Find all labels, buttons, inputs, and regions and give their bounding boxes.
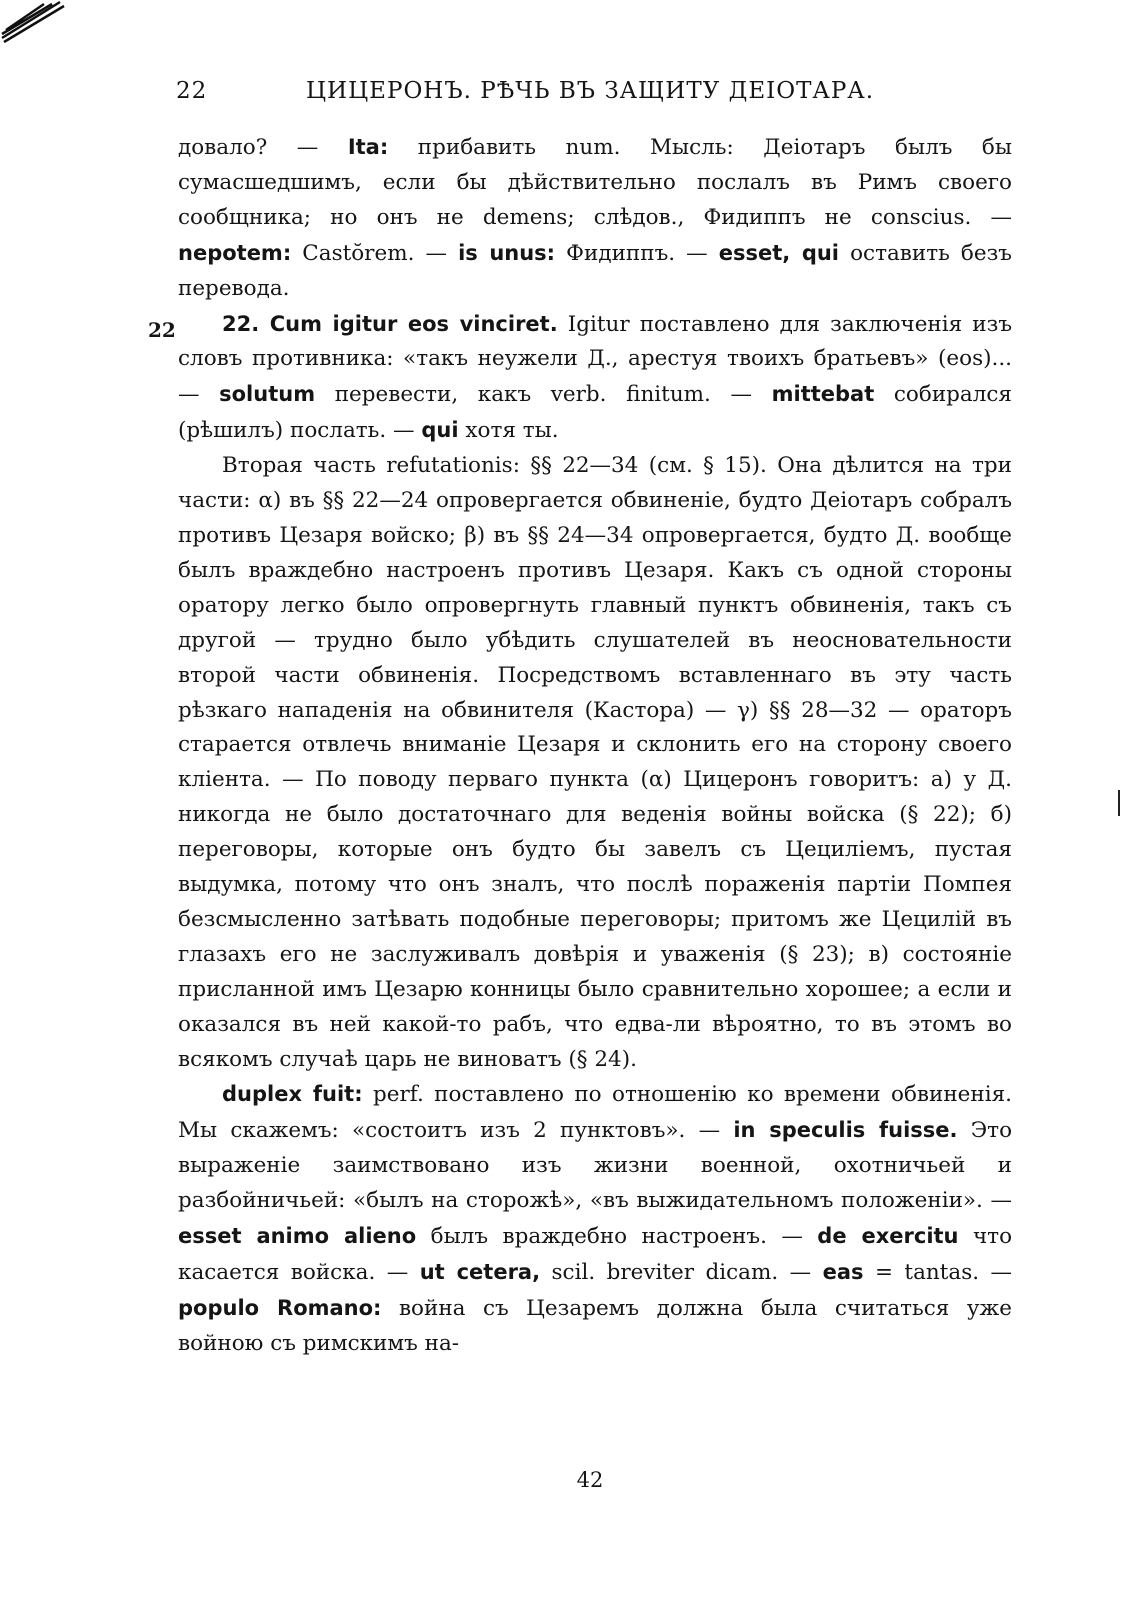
- margin-mark: [1118, 790, 1120, 816]
- paragraph-3: Вторая часть refutationis: §§ 22—34 (см. § 15). Она дѣлится на три части: α) въ §§ 22—24 опровергается обвиненіе, будто Деіотаръ собралъ противъ Цезаря войско; β) въ §§ 24—34 опровергается, будто Д. вообще былъ враждебно настроенъ противъ Цезаря. Какъ съ одной стороны оратору легко было опровергнуть главный пунктъ обвиненія, такъ съ другой — трудно было убѣдить слушателей въ неосновательности второй части обвиненія. Посредствомъ вставленнаго въ эту часть рѣзкаго нападенія на обвинителя (Кастора) — γ) §§ 28—32 — ораторъ старается отвлечь вниманіе Цезаря и склонить его на сторону своего кліента. — По поводу перваго пункта (α) Цицеронъ говоритъ: а) у Д. никогда не было достаточнаго для веденія войны войска (§ 22); б) переговоры, которые онъ будто бы завелъ съ Цециліемъ, пустая выдумка, потому что онъ зналъ, что послѣ пораженія партіи Помпея безсмысленно затѣвать подобные переговоры; притомъ же Цецилій въ глазахъ его не заслуживалъ довѣрія и уваженія (§ 23); в) состояніе присланной имъ Цезарю конницы было сравнительно хорошее; а если и оказался въ ней какой-то рабъ, что едва-ли вѣроятно, то въ этомъ во всякомъ случаѣ царь не виноватъ (§ 24).: [178, 453, 1012, 1072]
- lemma: de exercitu: [817, 1224, 959, 1249]
- page-header: [176, 78, 1006, 108]
- lemma: mittebat: [771, 382, 875, 407]
- lemma: qui: [421, 418, 459, 443]
- lemma: in speculis fuisse.: [733, 1118, 958, 1143]
- lemma: eas: [822, 1260, 864, 1284]
- lemma: ut cetera,: [419, 1260, 541, 1284]
- lemma: is unus:: [458, 240, 556, 265]
- lemma: 22. Cum igitur eos vinciret.: [222, 311, 558, 336]
- paragraph-4: duplex fuit: perf. поставлено по отношенію ко времени обвиненія. Мы скажемъ: «состоитъ изъ 2 пунктовъ». — in speculis fuisse. Это выраженіе заимствовано изъ жизни военной, охотничьей и разбойничьей: «былъ на сторожѣ», «въ выжидательномъ положеніи». — esset animo alieno былъ враждебно настроенъ. — de exercitu что касается войска. — ut cetera, scil. breviter dicam. — eas = tantas. — populo Romano: война съ Цезаремъ должна была считаться уже войною съ римскимъ на-: [178, 1082, 1013, 1356]
- running-title: ЦИЦЕРОНЪ. РѢЧЬ ВЪ ЗАЩИТУ ДЕІОТАРА.: [306, 78, 875, 104]
- lemma: esset animo alieno: [178, 1224, 417, 1249]
- signature-mark: 42: [576, 1468, 604, 1492]
- lemma: Ita:: [347, 135, 389, 159]
- commentary-text: [178, 130, 1012, 1362]
- lemma: solutum: [219, 382, 316, 407]
- paragraph-2: 22. Cum igitur eos vinciret. Igitur поставлено для заключенія изъ словъ противника: «такъ неужели Д., арестуя твоихъ братьевъ» (eos)... — solutum перевести, какъ verb. finitum. — mittebat собирался (рѣшилъ) послать. — qui хотя ты.: [178, 311, 1012, 444]
- lemma: populo Romano:: [178, 1295, 382, 1320]
- lemma: nepotem:: [178, 240, 292, 265]
- scan-corner-mark: [0, 0, 70, 50]
- paragraph-1: довало? — Ita: прибавить num. Мысль: Деіотаръ былъ бы сумасшедшимъ, если бы дѣйствительно послалъ въ Римъ своего сообщника; но онъ не demens; слѣдов., Фидиппъ не conscius. — nepotem: Castŏrem. — is unus: Фидиппъ. — esset, qui оставить безъ перевода.: [178, 135, 1012, 301]
- lemma: duplex fuit:: [222, 1082, 363, 1107]
- header-page-number: 22: [176, 78, 208, 104]
- lemma: esset, qui: [718, 240, 840, 265]
- margin-section-number: 22: [148, 318, 176, 342]
